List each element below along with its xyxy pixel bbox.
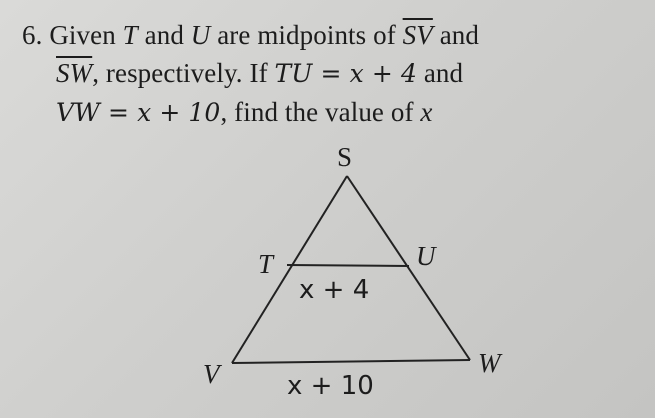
side-SW xyxy=(347,176,470,360)
segment-SW: $\overline{SW}$ xyxy=(56,58,93,88)
side-SV xyxy=(232,176,347,363)
vertex-T-label: T xyxy=(258,249,274,279)
segment-SV: $\overline{SV}$ xyxy=(402,20,433,50)
problem-number: 6. xyxy=(22,20,43,50)
text-segment: , respectively. If xyxy=(92,58,275,88)
vertex-V-label: V xyxy=(203,359,220,389)
text-segment: , find the value of xyxy=(220,97,421,127)
text-segment: are midpoints of xyxy=(210,20,403,50)
equation-VW: VW = x + 10 xyxy=(56,98,221,127)
side-VW xyxy=(232,360,470,363)
text-segment: Given xyxy=(49,20,123,50)
midsegment-TU xyxy=(287,265,409,266)
vertex-S-label: S xyxy=(337,142,353,172)
equation-TU: TU = x + 4 xyxy=(274,59,417,88)
segment-TU-label: x + 4 xyxy=(299,275,370,305)
var-U: U xyxy=(190,20,211,50)
text-segment: and xyxy=(416,58,464,88)
segment-VW-label: x + 10 xyxy=(287,371,374,401)
text-segment: and xyxy=(137,20,191,50)
var-T: T xyxy=(122,20,138,50)
vertex-W-label: W xyxy=(478,348,501,378)
var-x: x xyxy=(420,97,433,127)
text-segment: and xyxy=(432,20,479,50)
vertex-U-label: U xyxy=(416,241,436,271)
